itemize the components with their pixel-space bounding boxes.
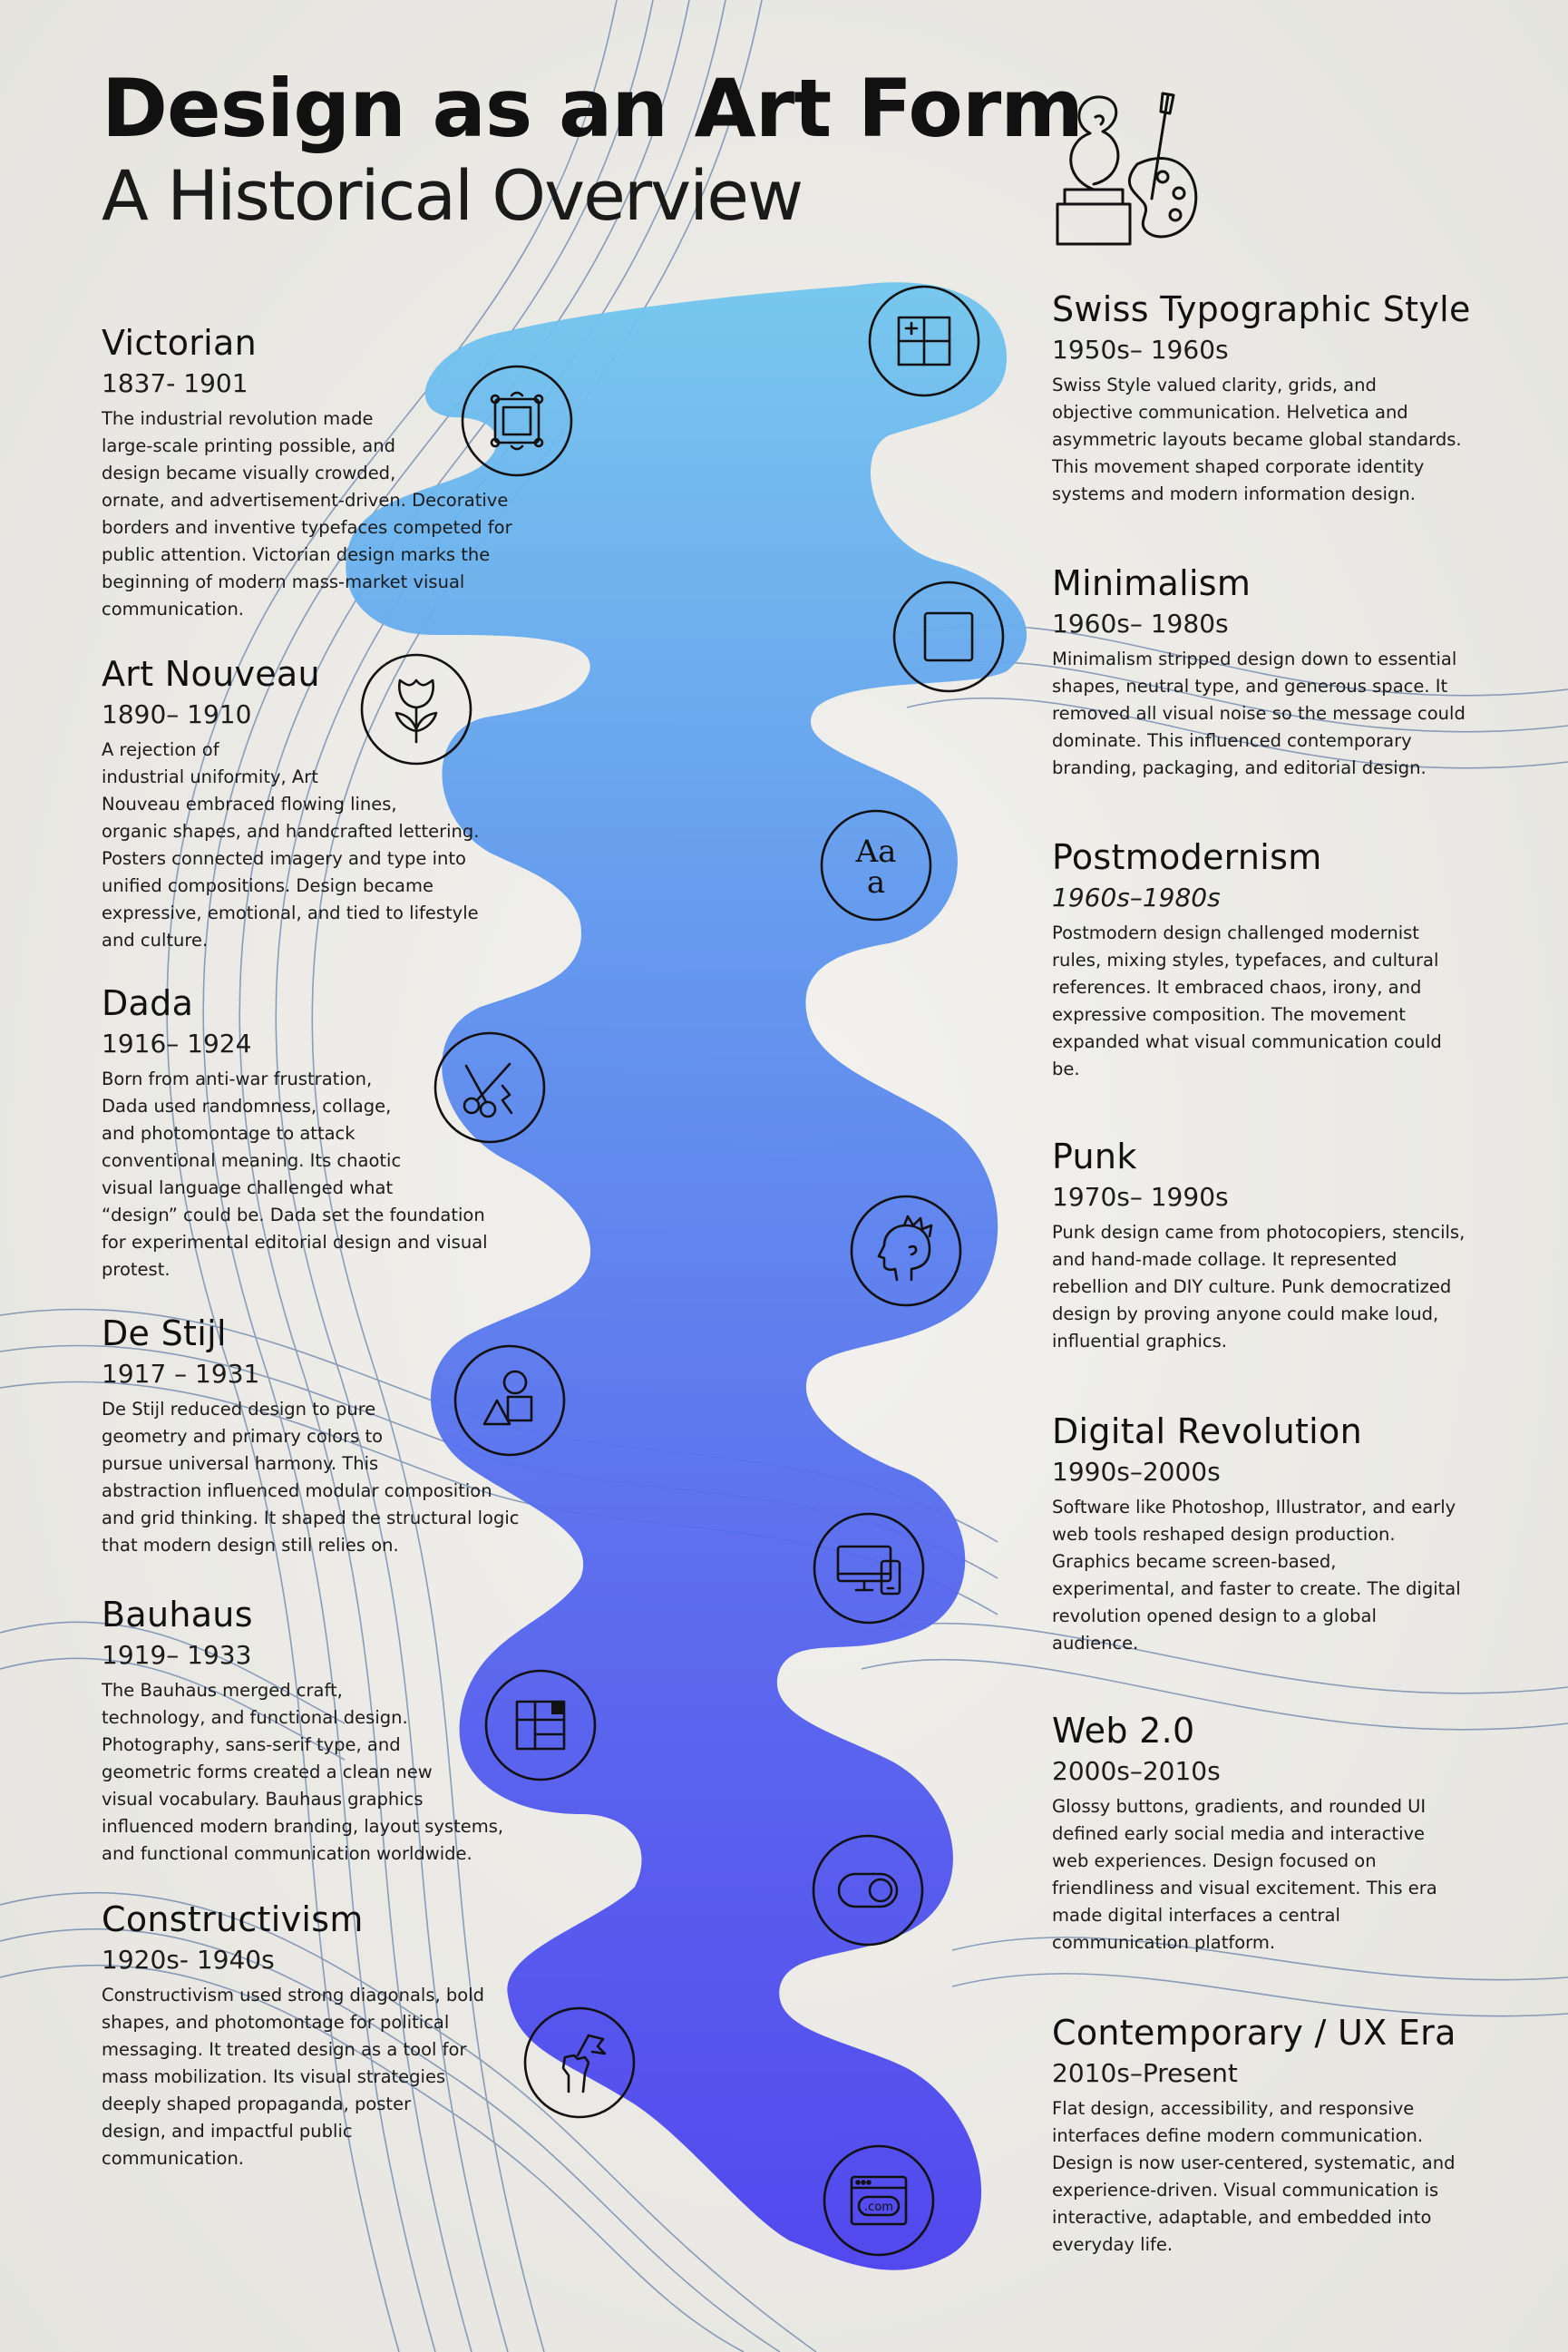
punk-head-icon bbox=[848, 1193, 964, 1309]
era-dates: 1890– 1910 bbox=[102, 699, 252, 729]
ampersand-pedestal-palette-icon bbox=[1043, 77, 1206, 259]
era-description: Minimalism stripped design down to essential shapes, neutral type, and generous space. It removed all visual noise so the message could dominate. This influenced contemporary branding, packaging, and editorial design. bbox=[1052, 649, 1466, 778]
bauhaus-grid-icon bbox=[482, 1667, 599, 1783]
glossy-toggle-button-icon bbox=[810, 1832, 926, 1948]
era-victorian bbox=[102, 322, 519, 623]
grid-layout-icon bbox=[866, 283, 982, 399]
era-dates: 1970s– 1990s bbox=[1052, 1182, 1229, 1212]
era-dates: 1837- 1901 bbox=[102, 368, 248, 398]
era-swiss-typographic-style bbox=[1052, 288, 1478, 508]
era-name: Punk bbox=[1052, 1137, 1137, 1176]
svg-text:.com: .com bbox=[864, 2201, 893, 2214]
era-dates: 1960s– 1980s bbox=[1052, 609, 1229, 639]
era-name: Swiss Typographic Style bbox=[1052, 289, 1471, 329]
era-description: De Stijl reduced design to pure geometry and primary colors to pursue universal harmony. This abstraction influenced modular composition and grid thinking. It shaped the structural logic that modern design still relies on. bbox=[102, 1399, 520, 1556]
era-dates: 1916– 1924 bbox=[102, 1029, 252, 1059]
era-dates: 1950s– 1960s bbox=[1052, 335, 1229, 365]
era-dates: 1920s- 1940s bbox=[102, 1945, 275, 1975]
header bbox=[102, 63, 1083, 238]
era-name: Victorian bbox=[102, 323, 258, 363]
browser-dotcom-icon bbox=[821, 2142, 937, 2259]
era-name: Constructivism bbox=[102, 1899, 364, 1939]
era-name: Digital Revolution bbox=[1052, 1411, 1362, 1451]
era-description: Flat design, accessibility, and responsive interfaces define modern communication. Design is now user-centered, systematic, and experience-driven. Visual communication is interactive, adaptable, and embedded into everyday life. bbox=[1052, 2098, 1456, 2255]
era-dates: 1960s–1980s bbox=[1052, 883, 1221, 912]
era-dates: 1990s–2000s bbox=[1052, 1457, 1221, 1487]
era-description: Swiss Style valued clarity, grids, and objective communication. Helvetica and asymmetric layouts became global standards. This movement shaped corporate identity systems and modern information design. bbox=[1052, 375, 1462, 504]
era-punk bbox=[1052, 1136, 1478, 1355]
era-description: Born from anti-war frustration, Dada used randomness, collage, and photomontage to attack conventional meaning. Its chaotic visual language challenged what “design” could be. Dada set the foundation for experimental editorial design and visual protest. bbox=[102, 1069, 488, 1280]
tulip-flower-icon bbox=[358, 651, 474, 767]
era-description: Postmodern design challenged modernist rules, mixing styles, typefaces, and cultural references. It embraced chaos, irony, and expressive composition. The movement expanded what visual communication could be. bbox=[1052, 922, 1442, 1079]
era-name: Bauhaus bbox=[102, 1595, 253, 1635]
era-contemporary-ux bbox=[1052, 2012, 1478, 2259]
raised-fist-flag-icon bbox=[521, 2005, 638, 2121]
era-name: Web 2.0 bbox=[1052, 1711, 1195, 1751]
scissors-collage-icon bbox=[432, 1030, 548, 1146]
era-dates: 1917 – 1931 bbox=[102, 1359, 260, 1389]
era-postmodernism bbox=[1052, 836, 1478, 1083]
svg-text:Aa: Aa bbox=[855, 834, 897, 870]
era-dates: 2010s–Present bbox=[1052, 2058, 1238, 2088]
era-constructivism bbox=[102, 1898, 519, 2172]
era-description: The industrial revolution made large-scale printing possible, and design became visually crowded, ornate, and advertisement-driven. Decorative borders and inventive typefaces competed for public attention. Victorian design marks the beginning of modern mass-market visual communication. bbox=[102, 408, 512, 620]
era-description: Glossy buttons, gradients, and rounded UI defined early social media and interactive web experiences. Design focused on friendliness and visual excitement. This era made digital interfaces a central communication platform. bbox=[1052, 1796, 1437, 1953]
geometric-shapes-icon bbox=[452, 1342, 568, 1459]
computer-phone-icon bbox=[811, 1510, 927, 1626]
era-description: Constructivism used strong diagonals, bold shapes, and photomontage for political messaging. It treated design as a tool for mass mobilization. Its visual strategies deeply shaped propaganda, poster design, and impactful public communication. bbox=[102, 1985, 484, 2169]
era-name: Contemporary / UX Era bbox=[1052, 2013, 1456, 2053]
era-dates: 2000s–2010s bbox=[1052, 1756, 1221, 1786]
era-web-2-0 bbox=[1052, 1710, 1478, 1957]
era-name: Dada bbox=[102, 983, 194, 1023]
ornate-frame-icon bbox=[459, 363, 575, 479]
era-description: A rejection of industrial uniformity, Art Nouveau embraced flowing lines, organic shapes, and handcrafted lettering. Posters connected imagery and type into unified compositions. Design became expressive, emotional, and tied to lifestyle and culture. bbox=[102, 739, 480, 951]
era-dates: 1919– 1933 bbox=[102, 1640, 252, 1670]
era-bauhaus bbox=[102, 1594, 519, 1868]
page-subtitle: A Historical Overview bbox=[102, 155, 803, 236]
era-minimalism bbox=[1052, 562, 1478, 782]
era-description: The Bauhaus merged craft, technology, and functional design. Photography, sans-serif type, and geometric forms created a clean new visual vocabulary. Bauhaus graphics influenced modern branding, layout systems, and functional communication worldwide. bbox=[102, 1680, 504, 1864]
era-name: De Stijl bbox=[102, 1313, 227, 1353]
era-name: Art Nouveau bbox=[102, 654, 320, 694]
era-description: Software like Photoshop, Illustrator, and early web tools reshaped design production. Graphics became screen-based, experimental, and faster to create. The digital revolution opened design to a global audience. bbox=[1052, 1497, 1461, 1654]
era-description: Punk design came from photocopiers, stencils, and hand-made collage. It represented rebellion and DIY culture. Punk democratized design by proving anyone could make loud, influential graphics. bbox=[1052, 1222, 1466, 1352]
era-name: Postmodernism bbox=[1052, 837, 1322, 877]
era-name: Minimalism bbox=[1052, 563, 1251, 603]
square-icon bbox=[891, 579, 1007, 695]
typeface-aa-icon bbox=[818, 807, 934, 923]
page-title: Design as an Art Form bbox=[102, 62, 1083, 155]
svg-text:a: a bbox=[866, 864, 886, 901]
era-digital-revolution bbox=[1052, 1410, 1478, 1657]
